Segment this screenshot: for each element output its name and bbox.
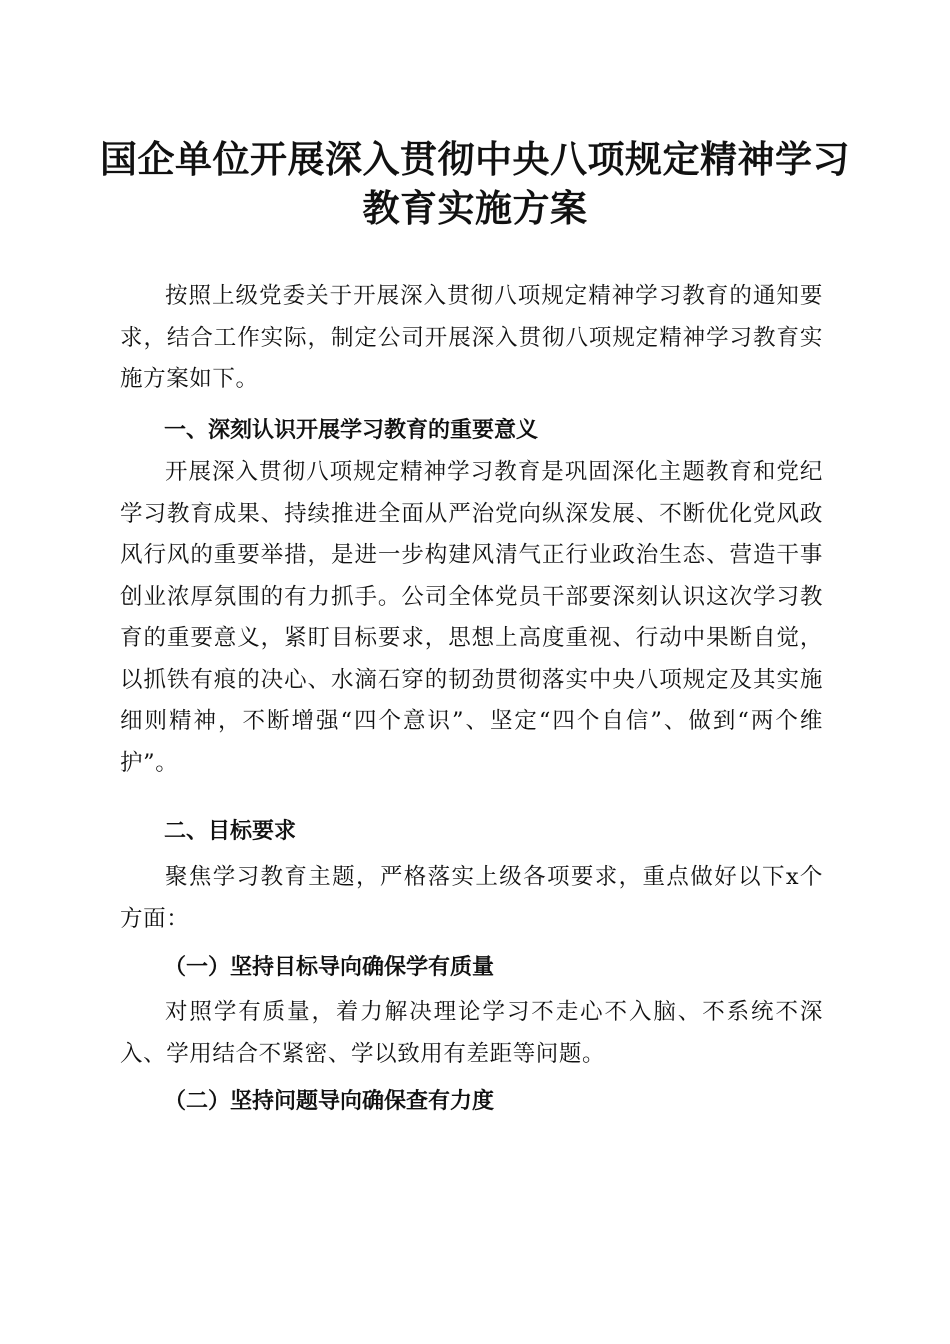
subsection-1-paragraph: 对照学有质量，着力解决理论学习不走心不入脑、不系统不深入、学用结合不紧密、学以致用有差距等问题。 — [120, 999, 823, 1067]
section-2-paragraph: 聚焦学习教育主题，严格落实上级各项要求，重点做好以下x个方面： — [120, 864, 823, 932]
section-1-paragraph: 开展深入贯彻八项规定精神学习教育是巩固深化主题教育和党纪学习教育成果、持续推进全面从严治党向纵深发展、不断优化党风政风行风的重要举措，是进一步构建风清气正行业政治生态、营造干事创业浓厚氛围的有力抓手。公司全体党员干部要深刻认识这次学习教育的重要意义，紧盯目标要求，思想上高度重视、行动中果断自觉，以抓铁有痕的决心、水滴石穿的韧劲贯彻落实中央八项规定及其实施细则精神，不断增强“四个意识”、坚定“四个自信”、做到“两个维护”。 — [120, 459, 823, 776]
subsection-1-heading: （一）坚持目标导向确保学有质量 — [164, 955, 495, 980]
subsection-2-heading: （二）坚持问题导向确保查有力度 — [164, 1089, 495, 1114]
intro-paragraph: 按照上级党委关于开展深入贯彻八项规定精神学习教育的通知要求，结合工作实际，制定公司开展深入贯彻八项规定精神学习教育实施方案如下。 — [120, 283, 823, 392]
document-title-line-1: 国企单位开展深入贯彻中央八项规定精神学习 — [100, 138, 850, 181]
section-1-heading: 一、深刻认识开展学习教育的重要意义 — [164, 418, 539, 443]
section-2-heading: 二、目标要求 — [164, 819, 297, 844]
document-title-line-2: 教育实施方案 — [362, 187, 588, 230]
